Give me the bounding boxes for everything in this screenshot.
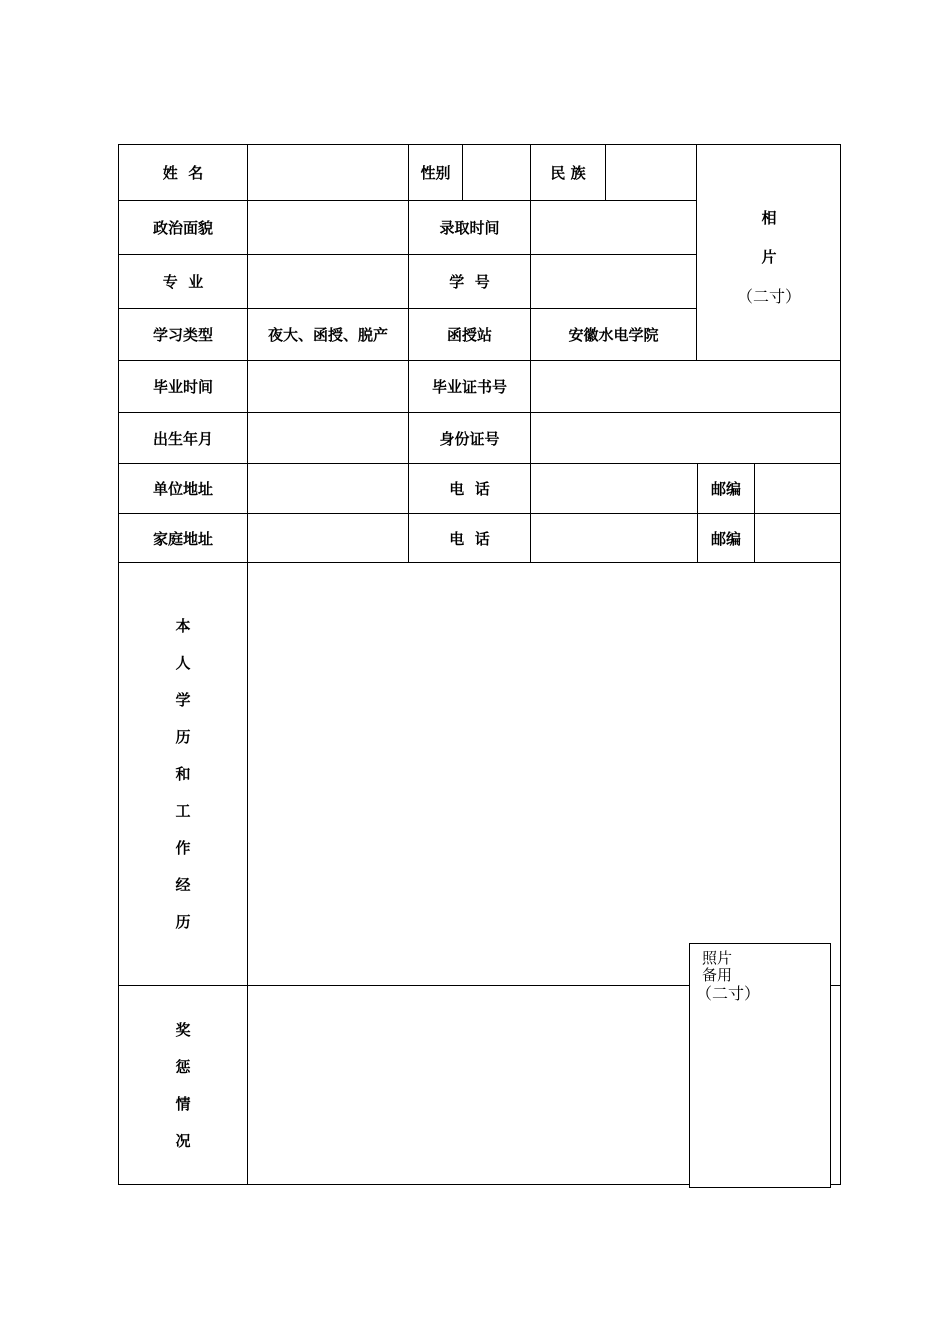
work-address-field[interactable]: [247, 463, 408, 513]
admission-time-field[interactable]: [530, 200, 696, 254]
awards-char: 惩: [175, 1057, 191, 1076]
work-phone-field[interactable]: [530, 463, 697, 513]
major-label-text: 专 业: [162, 273, 204, 291]
gender-field[interactable]: [462, 144, 530, 200]
awards-char: 况: [175, 1131, 191, 1150]
spare-photo-size: （二寸）: [696, 984, 761, 1003]
history-label: [118, 562, 247, 985]
political-field[interactable]: [247, 200, 408, 254]
photo-text-1: 相: [761, 209, 777, 227]
study-type-value: [247, 308, 408, 360]
home-address-label: [118, 513, 247, 562]
work-phone-label-text: 电 话: [449, 480, 490, 498]
spare-photo-box[interactable]: [689, 943, 831, 1188]
photo-text-2: 片: [761, 248, 777, 266]
student-id-field[interactable]: [530, 254, 696, 308]
spare-photo-text-1: 照片: [702, 949, 733, 967]
name-field[interactable]: [247, 144, 408, 200]
history-field[interactable]: [247, 562, 841, 985]
station-value: [530, 308, 696, 360]
history-char: 人: [175, 653, 191, 672]
home-phone-label-text: 电 话: [449, 529, 490, 548]
awards-label: [118, 985, 247, 1185]
ethnicity-label-text: 民 族: [550, 164, 586, 182]
graduation-time-label: [118, 360, 247, 412]
photo-size: （二寸）: [736, 287, 801, 306]
awards-char: 情: [175, 1094, 191, 1113]
student-id-label: [408, 254, 530, 308]
spare-photo-text-2: 备用: [702, 966, 733, 984]
study-type-value-text: 夜大、函授、脱产: [267, 326, 388, 344]
work-postcode-label-text: 邮编: [710, 480, 741, 498]
name-label: [118, 144, 247, 200]
graduation-time-label-text: 毕业时间: [152, 378, 213, 396]
study-type-label: [118, 308, 247, 360]
work-postcode-field[interactable]: [754, 463, 841, 513]
history-char: 学: [175, 690, 191, 709]
study-type-label-text: 学习类型: [152, 326, 213, 344]
birth-field[interactable]: [247, 412, 408, 463]
station-label: [408, 308, 530, 360]
id-card-field[interactable]: [530, 412, 841, 463]
station-label-text: 函授站: [446, 326, 492, 344]
graduation-time-field[interactable]: [247, 360, 408, 412]
home-address-field[interactable]: [247, 513, 408, 562]
political-label-text: 政治面貌: [152, 219, 213, 237]
home-postcode-label: [697, 513, 754, 562]
birth-label: [118, 412, 247, 463]
major-label: [118, 254, 247, 308]
awards-char: 奖: [175, 1020, 191, 1039]
home-phone-label: [408, 513, 530, 562]
home-postcode-label-text: 邮编: [710, 529, 741, 548]
history-label-vertical: [175, 608, 190, 941]
admission-time-label-text: 录取时间: [439, 219, 500, 237]
gender-label: [408, 144, 462, 200]
history-char: 工: [175, 801, 191, 820]
name-label-text: 姓 名: [162, 164, 204, 182]
ethnicity-label: [530, 144, 605, 200]
certificate-no-label: [408, 360, 530, 412]
home-address-label-text: 家庭地址: [152, 529, 213, 548]
home-postcode-field[interactable]: [754, 513, 841, 562]
major-field[interactable]: [247, 254, 408, 308]
history-char: 经: [175, 875, 191, 894]
gender-label-text: 性别: [420, 164, 451, 182]
history-char: 历: [175, 727, 191, 746]
history-char: 历: [175, 912, 191, 931]
home-phone-field[interactable]: [530, 513, 697, 562]
student-id-label-text: 学 号: [449, 273, 490, 291]
admission-time-label: [408, 200, 530, 254]
work-address-label-text: 单位地址: [152, 480, 213, 498]
work-postcode-label: [697, 463, 754, 513]
certificate-no-field[interactable]: [530, 360, 841, 412]
history-char: 作: [175, 838, 191, 857]
photo-box: [696, 144, 841, 360]
history-char: 本: [175, 616, 191, 635]
id-card-label-text: 身份证号: [439, 429, 500, 448]
awards-label-vertical: [175, 1012, 190, 1160]
ethnicity-field[interactable]: [605, 144, 696, 200]
history-char: 和: [175, 764, 191, 783]
work-phone-label: [408, 463, 530, 513]
work-address-label: [118, 463, 247, 513]
birth-label-text: 出生年月: [152, 429, 213, 448]
station-value-text: 安徽水电学院: [568, 326, 659, 344]
political-label: [118, 200, 247, 254]
certificate-no-label-text: 毕业证书号: [431, 378, 507, 396]
id-card-label: [408, 412, 530, 463]
